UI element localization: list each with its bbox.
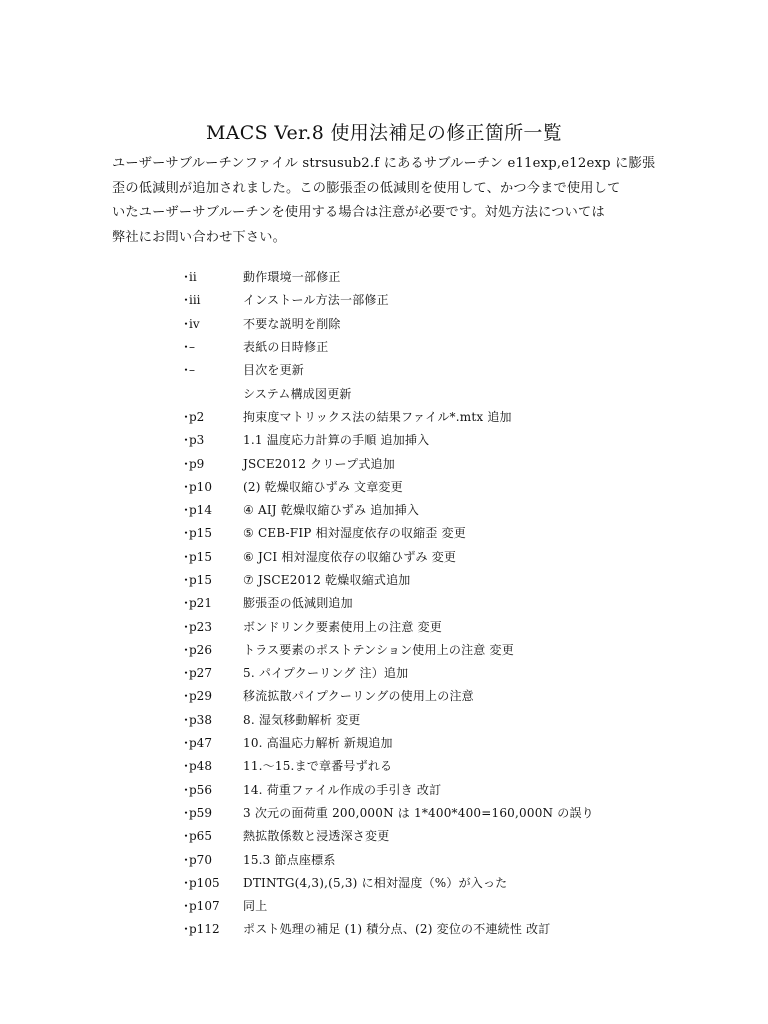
page-ref: ･p59 [183,805,212,820]
page-ref: ･p105 [183,875,220,890]
change-description: システム構成図更新 [243,386,352,401]
page-ref: ･p15 [183,573,212,587]
page-ref: ･p2 [183,409,205,424]
change-description: 1.1 温度応力計算の手順 追加挿入 [243,433,430,448]
revision-entry [183,917,723,940]
page-ref: ･p29 [183,689,212,704]
intro-line: 歪の低減則が追加されました。この膨張歪の低減則を使用して、かつ今まで使用して [112,180,621,196]
revision-entry [183,731,723,754]
intro-line: 弊社にお問い合わせ下さい。 [112,229,287,245]
revision-entry [183,521,723,544]
revision-entry [183,661,723,684]
revision-entry [183,847,723,870]
page-ref: ･p14 [183,503,212,518]
revision-entry [183,475,723,498]
change-description: DTINTG(4,3),(5,3) に相対湿度（%）が入った [243,875,508,890]
page-ref: ･iii [183,293,201,308]
change-description: ⑥ JCI 相対湿度依存の収縮ひずみ 変更 [243,549,457,564]
change-description: トラス要素のポストテンション使用上の注意 変更 [243,642,514,657]
change-description: 拘束度マトリックス法の結果ファイル*.mtx 追加 [243,409,512,424]
change-description: (2) 乾燥収縮ひずみ 文章変更 [243,479,403,494]
page-ref: ･p56 [183,782,212,797]
change-description: 10. 高温応力解析 新規追加 [243,736,393,751]
page-ref: ･p3 [183,433,205,448]
revision-entry [183,638,723,661]
page-title: MACS Ver.8 使用法補足の修正箇所一覧 [205,122,563,144]
change-description: 不要な説明を削除 [243,316,341,331]
page-ref: ･ii [183,270,197,285]
revision-entry [183,428,723,451]
change-description: ⑤ CEB-FIP 相対湿度依存の収縮歪 変更 [243,526,466,541]
change-description: 11.～15.まで章番号ずれる [243,759,393,774]
intro-paragraph [112,152,672,250]
page-ref: ･iv [183,316,200,331]
revision-entry [183,754,723,777]
page-ref: ･p9 [183,456,205,471]
change-description: ⑦ JSCE2012 乾燥収縮式追加 [243,573,411,587]
change-description: 14. 荷重ファイル作成の手引き 改訂 [243,782,442,797]
revision-entry [183,778,723,801]
change-description: 動作環境一部修正 [243,270,341,285]
page-ref: ･p107 [183,899,220,914]
change-description: 3 次元の面荷重 200,000N は 1*400*400=160,000N の誤り [243,805,594,820]
change-description: インストール方法一部修正 [243,293,389,308]
revision-entry [183,381,723,404]
page-ref: ･p112 [183,922,220,937]
change-description: 目次を更新 [243,363,305,378]
change-description: 表紙の日時修正 [243,340,329,355]
page-ref: ･p70 [183,852,212,867]
intro-line: ユーザーサブルーチンファイル strsusub2.f にあるサブルーチン e11exp,e12exp に膨張 [112,156,656,171]
revision-entry [183,498,723,521]
revision-entry [183,288,723,311]
revision-entry [183,614,723,637]
revision-entry [183,894,723,917]
intro-line: いたユーザーサブルーチンを使用する場合は注意が必要です。対処方法については [112,205,605,220]
change-description: 膨張歪の低減則追加 [243,596,353,611]
page-ref: ･p47 [183,736,212,751]
revision-list [183,265,723,941]
page-ref: ･p48 [183,759,212,774]
revision-entry [183,312,723,335]
page-ref: ･p27 [183,666,212,681]
revision-entry [183,708,723,731]
revision-entry [183,545,723,568]
change-description: ボンドリンク要素使用上の注意 変更 [243,619,442,634]
revision-entry [183,335,723,358]
revision-entry [183,824,723,847]
change-description: 8. 湿気移動解析 変更 [243,712,361,727]
page-ref: ･– [183,363,196,378]
change-description: JSCE2012 クリープ式追加 [243,456,395,471]
page-ref: ･p21 [183,596,212,611]
change-description: 同上 [243,899,268,914]
page-ref: ･p15 [183,549,212,564]
revision-entry [183,405,723,428]
change-description: 移流拡散パイプクーリングの使用上の注意 [243,689,474,704]
revision-entry [183,801,723,824]
page-ref: ･– [183,340,196,355]
change-description: ポスト処理の補足 (1) 積分点、(2) 変位の不連続性 改訂 [243,922,551,937]
page-ref: ･p65 [183,829,212,844]
change-description: 熱拡散係数と浸透深さ変更 [243,829,390,844]
page-ref: ･p15 [183,526,212,541]
page-ref: ･p23 [183,619,212,634]
revision-entry [183,568,723,591]
revision-entry [183,451,723,474]
revision-entry [183,265,723,288]
revision-entry [183,358,723,381]
page-ref: ･p10 [183,479,212,494]
change-description: ④ AIJ 乾燥収縮ひずみ 追加挿入 [243,503,420,518]
page-ref: ･p26 [183,642,212,657]
revision-entry [183,871,723,894]
revision-entry [183,684,723,707]
change-description: 15.3 節点座標系 [243,852,336,867]
page-ref: ･p38 [183,712,212,727]
revision-entry [183,591,723,614]
change-description: 5. パイプクーリング 注）追加 [243,666,409,681]
